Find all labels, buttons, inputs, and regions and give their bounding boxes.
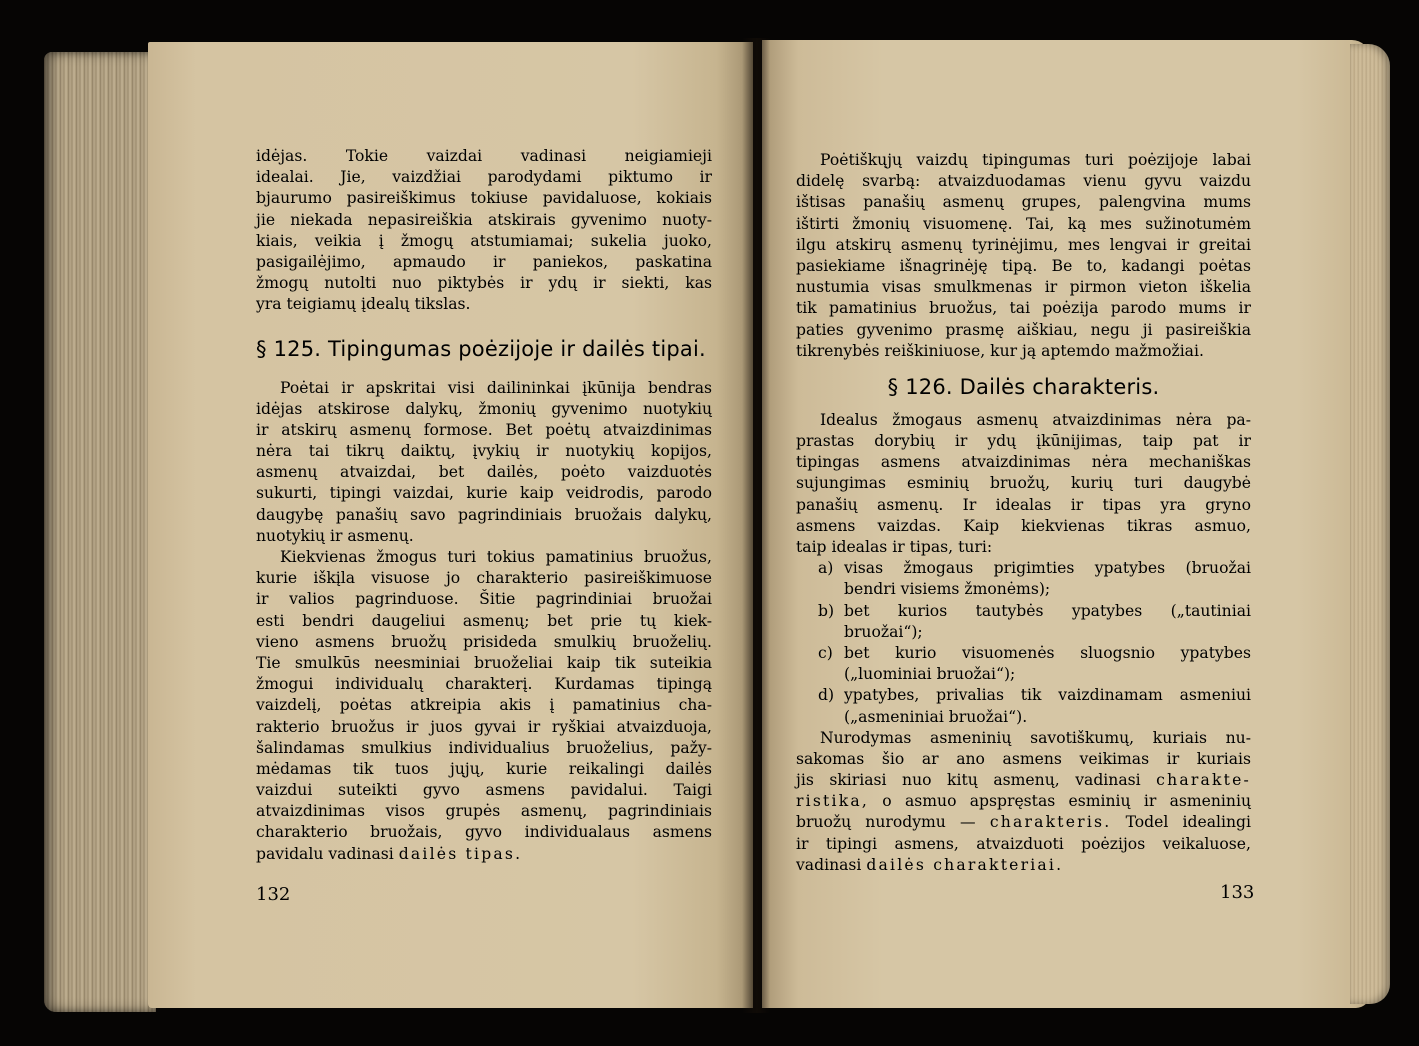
text-line: jie niekada nepasireiškia atskirais gyvenimo nuoty-	[256, 210, 712, 229]
text-line: esti bendri daugeliui asmenų; bet prie tų kiek-	[256, 611, 712, 630]
text-line: vieno asmens bruožų prisideda smulkių bruoželių.	[256, 632, 712, 651]
spaced-term: charakte-	[1156, 771, 1251, 790]
book-gutter	[742, 38, 770, 1013]
text-line: nėra tai tikrų daiktų, įvykių ir nuotykių kopijos,	[256, 442, 712, 461]
text-fragment: pavidalu vadinasi	[256, 844, 399, 863]
left-paragraph-2	[256, 378, 712, 548]
text-line: daugybę panašių savo pagrindiniais bruožais dalykų,	[256, 505, 712, 524]
text-line: pasigailėjimo, apmaudo ir paniekos, paskatina	[256, 252, 712, 271]
spaced-term: ristika,	[796, 792, 870, 811]
list-marker: c)	[818, 643, 833, 662]
text-line: rakterio bruožus ir juos gyvai ir ryškiai atvaizduoja,	[256, 717, 712, 736]
text-line: ištisas panašių asmenų grupes, palengvina mums	[796, 193, 1251, 212]
right-paragraph-2	[796, 410, 1251, 558]
text-line: pasiekiame išnagrinėję tipą. Be to, kadangi poėtas	[796, 256, 1251, 275]
text-line: ir valios pagrinduose. Šitie pagrindiniai bruožai	[256, 590, 712, 609]
text-line	[796, 812, 1251, 833]
text-line: ypatybes, privalias tik vaizdinamam asmeniui	[844, 686, 1251, 705]
text-line: bruožai“);	[844, 622, 923, 641]
text-line: taip idealas ir tipas, turi:	[796, 538, 993, 556]
text-line: žmogų nutolti nuo piktybės ir ydų ir siekti, kas	[256, 274, 712, 293]
page-edges-left	[44, 52, 156, 1012]
text-line: paties gyvenimo prasmę aiškiau, negu ji pasireiškia	[796, 320, 1251, 339]
section-heading-125: § 125. Tipingumas poėzijoje ir dailės tipai.	[256, 336, 706, 361]
spaced-term: dailės charakteriai.	[866, 855, 1064, 874]
text-line: bet kurio visuomenės sluogsnio ypatybes	[844, 643, 1251, 662]
text-line	[256, 844, 712, 865]
text-line: visas žmogaus prigimties ypatybes (bruožai	[844, 559, 1251, 578]
list-item	[818, 558, 1251, 600]
text-line: prastas dorybių ir ydų įkūnijimas, taip pat ir	[796, 432, 1251, 451]
left-paragraph-3	[256, 547, 712, 865]
text-line: („asmeniniai bruožai“).	[844, 707, 1028, 726]
text-line: tikrenybės reiškiniuose, kur ją aptemdo mažmožiai.	[796, 341, 1204, 360]
text-line: ištirti žmonių visuomenę. Tai, ką mes sužinotumėm	[796, 214, 1251, 233]
list-item	[818, 685, 1251, 727]
list-marker: b)	[818, 601, 835, 620]
text-line: Tie smulkūs neesminiai bruoželiai kaip tik suteikia	[256, 653, 712, 672]
spaced-term: charakteris.	[989, 813, 1112, 832]
text-line: Idealus žmogaus asmenų atvaizdinimas nėra pa-	[820, 410, 1251, 429]
text-line: atvaizdinimas visos grupės asmenų, pagrindiniais	[256, 802, 712, 821]
text-line: idealai. Jie, vaizdžiai parodydami piktumo ir	[256, 168, 712, 187]
right-paragraph-1	[796, 150, 1251, 362]
text-line: yra teigiamų įdealų tikslas.	[256, 295, 471, 314]
list-item	[818, 601, 1251, 643]
text-line	[796, 855, 1251, 876]
text-line: mėdamas tik tuos jųjų, kurie reikalingi dailės	[256, 759, 712, 778]
text-fragment: Todel idealingi	[1111, 813, 1252, 832]
text-line: nuotykių ir asmenų.	[256, 526, 414, 545]
text-line: Poėtiškųjų vaizdų tipingumas turi poėzijoje labai	[820, 151, 1251, 169]
text-line: kurie iškįla visuose jo charakterio pasireiškimuose	[256, 569, 712, 588]
page-number-right: 133	[1220, 882, 1255, 903]
list-marker: d)	[818, 686, 835, 705]
page-edges-right	[1350, 44, 1390, 1004]
text-line: vaizdelį, poėtas atkreipia akis į pamatinius cha-	[256, 696, 712, 715]
text-line: ir atskirų asmenų formose. Bet poėtų atvaizdinimas	[256, 420, 712, 439]
text-line: asmenų atvaizdai, bet dailės, poėto vaizduotės	[256, 463, 712, 482]
text-line: sakomas šio ar ano asmens veikimas ir kuriais	[796, 749, 1251, 768]
page-number-left: 132	[256, 884, 291, 905]
text-line: sujungimas esminių bruožų, kurių turi daugybė	[796, 474, 1251, 493]
text-line: ilgu atskirų asmenų tyrinėjimu, mes lengvai ir greitai	[796, 235, 1251, 254]
text-line: asmens vaizdas. Kaip kiekvienas tikras asmuo,	[796, 516, 1251, 535]
list-item	[818, 643, 1251, 685]
text-line: idėjas. Tokie vaizdai vadinasi neigiamieji	[256, 147, 712, 165]
text-line: Poėtai ir apskritai visi dailininkai įkūnija bendras	[280, 378, 712, 397]
text-fragment: vadinasi	[796, 855, 867, 874]
text-line: idėjas atskirose dalykų, žmonių gyvenimo nuotykių	[256, 399, 712, 418]
text-line	[796, 791, 1251, 812]
text-line: nustumia visas smulkmenas ir pirmon vieton iškelia	[796, 278, 1251, 297]
text-line: bet kurios tautybės ypatybes („tautiniai	[844, 601, 1251, 620]
trait-list	[796, 558, 1251, 728]
list-marker: a)	[818, 559, 834, 578]
text-line: kiais, veikia į žmogų atstumiamai; sukelia juoko,	[256, 231, 712, 250]
left-page-text	[256, 146, 712, 865]
text-line: vaizdui suteikti gyvo asmens pavidalui. Taigi	[256, 781, 712, 800]
text-line	[796, 770, 1251, 791]
spaced-term: dailės tipas.	[398, 844, 523, 863]
text-fragment: jis skiriasi nuo kitų asmenų, vadinasi	[796, 771, 1157, 790]
text-line: bjaurumo pasireiškimus tokiuse pavidaluose, kokiais	[256, 189, 712, 208]
right-page-text	[796, 150, 1251, 876]
text-line: šalindamas smulkius individualius bruoželius, pažy-	[256, 738, 712, 757]
text-line: tipingas asmens atvaizdinimas nėra mechaniškas	[796, 453, 1251, 472]
text-line: („luominiai bruožai“);	[844, 665, 1016, 684]
text-line: charakterio bruožais, gyvo individualaus asmens	[256, 823, 712, 842]
text-line: Nurodymas asmeninių savotiškumų, kuriais nu-	[820, 728, 1251, 747]
text-line: žmogui individualų charakterį. Kurdamas tipingą	[256, 675, 712, 694]
text-line: Kiekvienas žmogus turi tokius pamatinius bruožus,	[280, 548, 712, 566]
text-line: tik pamatinius bruožus, tai poėzija parodo mums ir	[796, 299, 1251, 318]
text-line: didelę svarbą: atvaizduodamas vienu gyvu vaizdu	[796, 172, 1251, 191]
left-paragraph-1	[256, 146, 712, 316]
text-line: ir tipingi asmens, atvaizduoti poėzijos veikaluose,	[796, 834, 1251, 853]
text-line: panašių asmenų. Ir idealas ir tipas yra gryno	[796, 495, 1251, 514]
right-paragraph-3	[796, 728, 1251, 876]
text-line: bendri visiems žmonėms);	[844, 580, 1051, 599]
text-line: sukurti, tipingi vaizdai, kurie kaip veidrodis, parodo	[256, 484, 712, 503]
text-fragment: o asmuo apspręstas esminių ir asmeninių	[869, 792, 1251, 811]
section-heading-126: § 126. Dailės charakteris.	[887, 374, 1160, 399]
text-fragment: bruožų nurodymu —	[796, 813, 990, 832]
